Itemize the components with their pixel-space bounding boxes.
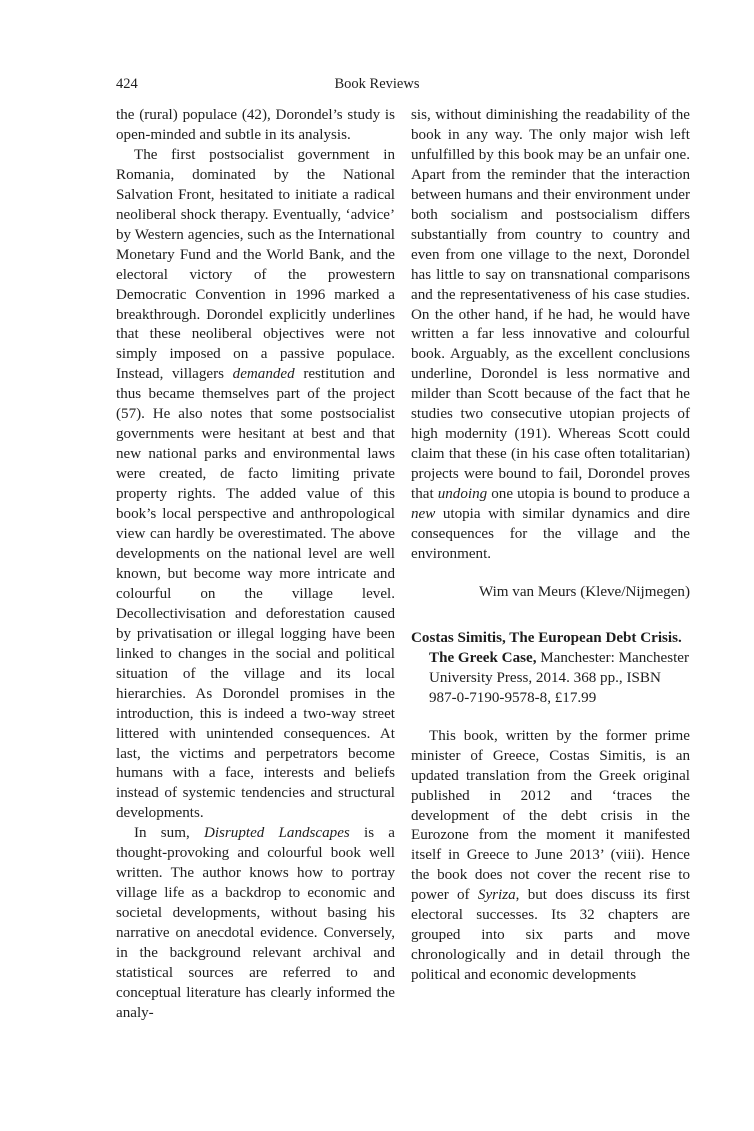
- book-title-emphasis: Disrupted Landscapes: [203, 825, 350, 842]
- paragraph: [411, 106, 690, 565]
- emphasis: new: [411, 506, 436, 523]
- review-heading: [411, 629, 690, 709]
- running-head: Book Reviews: [334, 76, 420, 92]
- text-run: This book, written by the former prime minister of Greece, Costas Simitis, is an updated translation from the Greek original published in 2012 and ‘traces the development of the debt crisis in the Eurozone from the moment it manifested itself in Greece to June 2013’ (viii). Hence the book does not cover the recent rise to power of: [411, 727, 690, 904]
- text-run: utopia with similar dynamics and dire consequences for the village and the environment.: [411, 506, 690, 562]
- paragraph: [411, 727, 690, 986]
- reviewer-signature: Wim van Meurs (Kleve/Nijmegen): [478, 583, 690, 600]
- review-book-title: Costas Simitis, The European Debt Crisis. The Greek Case,: [411, 629, 682, 666]
- text-run: , but does discuss its first electoral successes. Its 32 chapters are grouped into six parts and move chronologically and in detail through the political and economic developments: [411, 887, 691, 984]
- page-number: 424: [116, 76, 138, 92]
- text-run: restitution and thus became themselves part of the project (57). He also notes that some postsocialist governments were hesitant at best and that new national parks and environmental laws were created, de facto limiting private property rights. The added value of this book’s local perspective and anthropological view can hardly be overestimated. The above developments on the national level are well known, but become way more intricate and colourful on the village level. Decollectivisation and deforestation caused by privatisation or illegal logging have been linked to changes in the social and political situation of the village and its local hierarchies. As Dorondel promises in the introduction, this is indeed a two-way street littered with unintended consequences. At last, the victims and perpetrators become humans with a face, interests and beliefs instead of systemic tendencies and structural developments.: [116, 366, 395, 822]
- emphasis: Syriza: [477, 887, 516, 904]
- text-run: one utopia is bound to produce a: [487, 486, 690, 503]
- text-run: sis, without diminishing the readability of the book in any way. The only major wish left unfulfilled by this book may be an unfair one. Apart from the reminder that the interaction between humans and their environment under both socialism and postsocialism differs substantially from country to country and even from one village to the next, Dorondel has little to say on transnational comparisons and the representativeness of his case studies. On the other hand, if he had, he would have written a far less innovative and colourful book. Arguably, as the excellent conclusions underline, Dorondel is less normative and milder than Scott because of the fact that he studies two consecutive utopian projects of high modernity (191). Whereas Scott could claim that these (in his case often totalitarian) projects were bound to fail, Dorondel proves that: [411, 107, 690, 503]
- emphasis: undoing: [437, 486, 488, 503]
- emphasis: demanded: [232, 366, 295, 383]
- text-run: is a thought-provoking and colourful book well written. The author knows how to portray village life as a backdrop to economic and societal developments, without basing his narrative on anecdotal evidence. Conversely, in the background relevant archival and statistical sources are referred to and conceptual literature has clearly informed the analy-: [116, 825, 395, 1021]
- review-publication-details: Manchester: Manchester University Press, 2014. 368 pp., ISBN 987-0-7190-9578-8, £17.99: [429, 649, 690, 706]
- left-column: [116, 106, 395, 1024]
- text-run: In sum,: [134, 825, 204, 842]
- right-column: [411, 106, 690, 986]
- text-run: The first postsocialist government in Romania, dominated by the National Salvation Front, hesitated to initiate a radical neoliberal shock therapy. Eventually, ‘advice’ by Western agencies, such as the International Monetary Fund and the World Bank, and the electoral victory of the prowestern Democratic Convention in 1996 marked a breakthrough. Dorondel explicitly underlines that these neoliberal objectives were not simply imposed on a passive populace. Instead, villagers: [116, 146, 395, 383]
- paragraph: [116, 824, 395, 1024]
- paragraph: the (rural) populace (42), Dorondel’s study is open-minded and subtle in its analysis.: [116, 107, 395, 143]
- paragraph: [116, 146, 395, 824]
